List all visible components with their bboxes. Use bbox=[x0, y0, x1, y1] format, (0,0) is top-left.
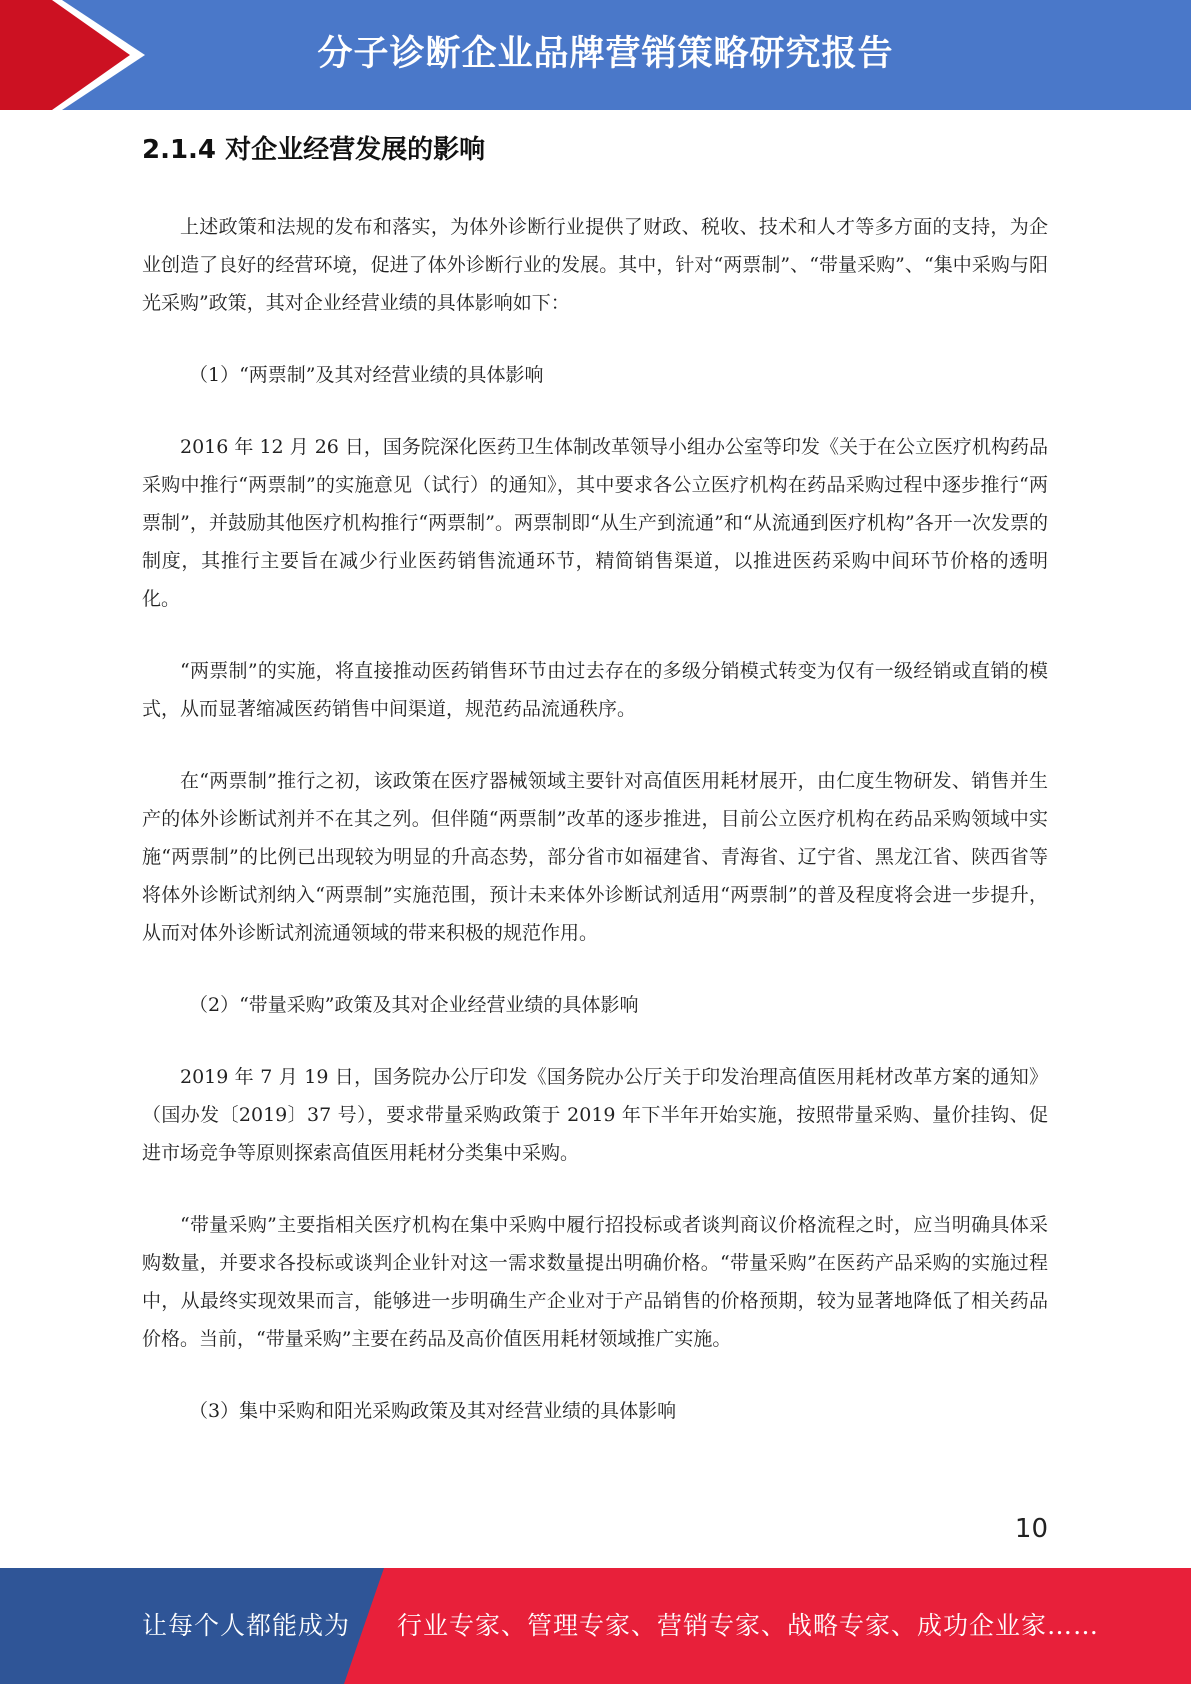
footer-slogan-right: 行业专家、管理专家、营销专家、战略专家、成功企业家…… bbox=[397, 1611, 1100, 1640]
footer-bar bbox=[0, 1568, 1191, 1684]
section-heading: 2.1.4 对企业经营发展的影响 bbox=[142, 135, 486, 165]
paragraph-two-invoice-2: “两票制”的实施，将直接推动医药销售环节由过去存在的多级分销模式转变为仅有一级经销或直销的模式，从而显著缩减医药销售中间渠道，规范药品流通秩序。 bbox=[142, 660, 1048, 720]
page-number: 10 bbox=[1014, 1514, 1048, 1544]
paragraph-two-invoice-1: 2016 年 12 月 26 日，国务院深化医药卫生体制改革领导小组办公室等印发《关于在公立医疗机构药品采购中推行“两票制”的实施意见（试行）的通知》，其中要求各公立医疗机构在药品采购过程中逐步推行“两票制”，并鼓励其他医疗机构推行“两票制”。两票制即“从生产到流通”和“从流通到医疗机构”各开一次发票的制度，其推行主要旨在减少行业医药销售流通环节，精简销售渠道，以推进医药采购中间环节价格的透明化。 bbox=[142, 436, 1048, 610]
page-content bbox=[142, 128, 1048, 1464]
subheading-two-invoice: （1）“两票制”及其对经营业绩的具体影响 bbox=[189, 364, 544, 386]
paragraph-two-invoice-3: 在“两票制”推行之初，该政策在医疗器械领域主要针对高值医用耗材展开，由仁度生物研发、销售并生产的体外诊断试剂并不在其之列。但伴随“两票制”改革的逐步推进，目前公立医疗机构在药品采购领域中实施“两票制”的比例已出现较为明显的升高态势，部分省市如福建省、青海省、辽宁省、黑龙江省、陕西省等将体外诊断试剂纳入“两票制”实施范围，预计未来体外诊断试剂适用“两票制”的普及程度将会进一步提升，从而对体外诊断试剂流通领域的带来积极的规范作用。 bbox=[142, 770, 1048, 944]
paragraph-volume-procurement-1: 2019 年 7 月 19 日，国务院办公厅印发《国务院办公厅关于印发治理高值医用耗材改革方案的通知》（国办发〔2019〕37 号），要求带量采购政策于 2019 年下半年开始实施，按照带量采购、量价挂钩、促进市场竞争等原则探索高值医用耗材分类集中采购。 bbox=[142, 1066, 1048, 1164]
paragraph-volume-procurement-2: “带量采购”主要指相关医疗机构在集中采购中履行招投标或者谈判商议价格流程之时，应当明确具体采购数量，并要求各投标或谈判企业针对这一需求数量提出明确价格。“带量采购”在医药产品采购的实施过程中，从最终实现效果而言，能够进一步明确生产企业对于产品销售的价格预期，较为显著地降低了相关药品价格。当前，“带量采购”主要在药品及高价值医用耗材领域推广实施。 bbox=[142, 1214, 1048, 1350]
header-bar bbox=[0, 0, 1191, 110]
footer-slogan-left: 让每个人都能成为 bbox=[142, 1611, 351, 1640]
subheading-centralized-procurement: （3）集中采购和阳光采购政策及其对经营业绩的具体影响 bbox=[189, 1400, 677, 1422]
subheading-volume-procurement: （2）“带量采购”政策及其对企业经营业绩的具体影响 bbox=[189, 994, 639, 1016]
report-title: 分子诊断企业品牌营销策略研究报告 bbox=[317, 34, 894, 74]
intro-paragraph: 上述政策和法规的发布和落实，为体外诊断行业提供了财政、税收、技术和人才等多方面的支持，为企业创造了良好的经营环境，促进了体外诊断行业的发展。其中，针对“两票制”、“带量采购”、“集中采购与阳光采购”政策，其对企业经营业绩的具体影响如下： bbox=[142, 216, 1048, 314]
